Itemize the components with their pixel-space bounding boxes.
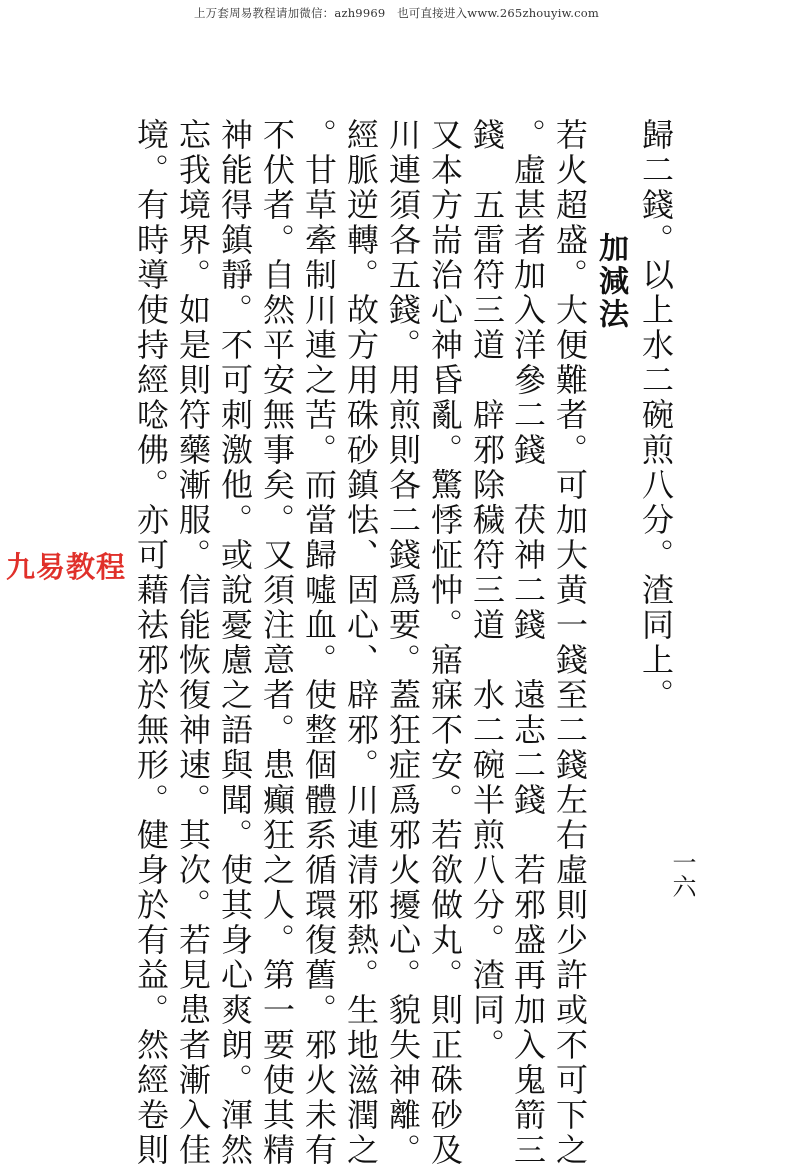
- section-heading: 加減法: [593, 232, 628, 331]
- text-column-13: 境。有時導使持經唸佛。亦可藉祛邪於無形。健身於有益。然經卷則: [132, 118, 170, 1168]
- page-header: 上万套周易教程请加微信：azh9969 也可直接进入www.265zhouyiw.com: [193, 6, 600, 20]
- text-column-10: 不伏者。自然平安無事矣。又須注意者。患癲狂之人。第一要使其精: [258, 118, 296, 1168]
- page-number: 一六: [668, 850, 696, 898]
- watermark-logo: 九易教程: [6, 550, 127, 584]
- text-column-12: 忘我境界。如是則符藥漸服。信能恢復神速。其次。若見患者漸入佳: [174, 118, 212, 1168]
- text-column-11: 神能得鎮靜。不可刺激他。或說憂慮之語與聞。使其身心爽朗。渾然: [216, 118, 254, 1168]
- text-column-9: 。甘草牽制川連之苦。而當歸噓血。使整個體系循環復舊。邪火未有: [300, 118, 338, 1168]
- text-column-7: 川連須各五錢。用煎則各二錢爲要。蓋狂症爲邪火擾心。貌失神離。: [384, 118, 422, 1168]
- text-column-4: 。虛甚者加入洋參二錢 茯神二錢 遠志二錢 若邪盛再加入鬼箭三: [509, 118, 547, 1168]
- text-column-8: 經脈逆轉。故方用硃砂鎮怯、固心、辟邪。川連清邪熱。生地滋潤之: [342, 118, 380, 1168]
- text-column-5: 錢 五雷符三道 辟邪除穢符三道 水二碗半煎八分。渣同。: [468, 118, 506, 1063]
- text-column-3: 若火超盛。大便難者。可加大黄一錢至二錢左右虛則少許或不可下之: [551, 118, 589, 1168]
- text-column-1: 歸二錢。以上水二碗煎八分。渣同上。: [637, 118, 675, 713]
- text-column-6: 又本方耑治心神昏亂。驚悸怔忡。寤寐不安。若欲做丸。則正硃砂及: [426, 118, 464, 1168]
